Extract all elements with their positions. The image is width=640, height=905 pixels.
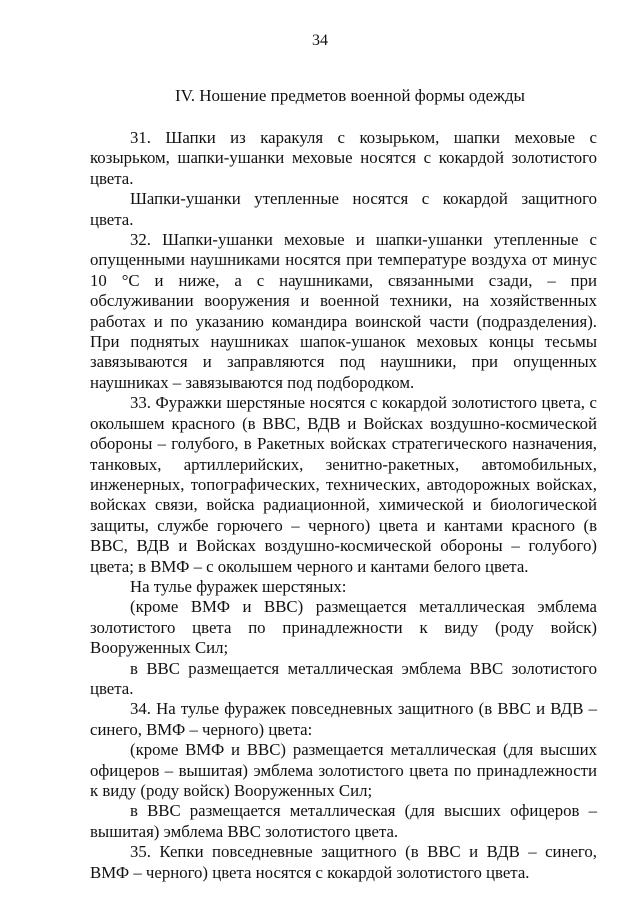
- page-number: 34: [312, 32, 328, 49]
- section-title: IV. Ношение предметов военной формы одежды: [175, 86, 525, 105]
- paragraph-33-intro: На тулье фуражек шерстяных:: [130, 576, 347, 596]
- paragraph-33: 33. Фуражки шерстяные носятся с кокардой золотистого цвета, с околышем красного (в ВВС, ВДВ и Войсках воздушно-космической обороны – голубого, в Ракетных войсках стратегического назначения, танковых, артиллерийских, зенитно-ракетных, автомобильных, инженерных, топографических, технических, автодорожных войсках, войсках связи, войска радиационной, химической и биологической защиты, службе горючего – черного) цвета и кантами красного (в ВВС, ВДВ и Войсках воздушно-космической обороны – голубого) цвета; в ВМФ – с околышем черного и кантами белого цвета.: [90, 393, 597, 576]
- paragraph-31-note: Шапки-ушанки утепленные носятся с кокардой защитного цвета.: [90, 189, 597, 229]
- paragraph-34-item-1: (кроме ВМФ и ВВС) размещается металлическая (для высших офицеров – вышитая) эмблема золотистого цвета по принадлежности к виду (роду войск) Вооруженных Сил;: [90, 740, 597, 800]
- document-body: [90, 128, 597, 883]
- paragraph-31: 31. Шапки из каракуля с козырьком, шапки меховые с козырьком, шапки-ушанки меховые носятся с кокардой золотистого цвета.: [90, 128, 597, 188]
- paragraph-35: 35. Кепки повседневные защитного (в ВВС и ВДВ – синего, ВМФ – черного) цвета носятся с кокардой золотистого цвета.: [90, 842, 597, 882]
- paragraph-33-item-1: (кроме ВМФ и ВВС) размещается металлическая эмблема золотистого цвета по принадлежности к виду (роду войск) Вооруженных Сил;: [90, 597, 597, 658]
- paragraph-34: 34. На тулье фуражек повседневных защитного (в ВВС и ВДВ – синего, ВМФ – черного) цвета:: [90, 699, 597, 739]
- paragraph-33-item-2: в ВВС размещается металлическая эмблема ВВС золотистого цвета.: [90, 658, 597, 698]
- paragraph-32: 32. Шапки-ушанки меховые и шапки-ушанки утепленные с опущенными наушниками носятся при температуре воздуха от минус 10 °С и ниже, а с наушниками, связанными сзади, – при обслуживании вооружения и военной техники, на хозяйственных работах и по указанию командира воинской части (подразделения). При поднятых наушниках шапок-ушанок меховых концы тесьмы завязываются и заправляются под наушники, при опущенных наушниках – завязываются под подбородком.: [90, 230, 597, 392]
- paragraph-34-item-2: в ВВС размещается металлическая (для высших офицеров – вышитая) эмблема ВВС золотистого цвета.: [90, 801, 597, 841]
